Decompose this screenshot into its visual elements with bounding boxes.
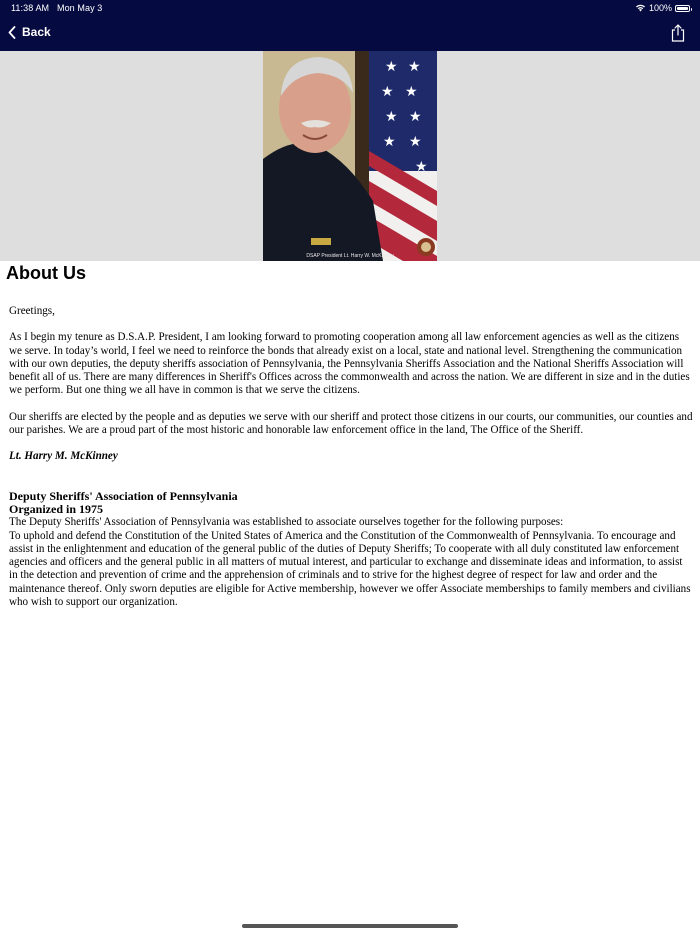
svg-text:★: ★ (415, 158, 428, 174)
home-indicator[interactable] (242, 924, 458, 928)
page-title: About Us (6, 263, 86, 283)
svg-text:★: ★ (381, 83, 394, 99)
svg-text:★: ★ (409, 108, 422, 124)
header-image-banner (0, 51, 700, 261)
organization-intro: The Deputy Sheriffs' Association of Pennsylvania was established to associate ourselves together for the following purposes: (9, 516, 564, 529)
about-content (9, 305, 693, 609)
sheriffs-paragraph: Our sheriffs are elected by the people and as deputies we serve with our sheriff and protect those citizens in our courts, our communities, our counties and our parishes. We are a proud part of the most historic and honorable law enforcement office in the land, The Office of the Sheriff. (9, 410, 693, 437)
svg-text:★: ★ (383, 133, 396, 149)
share-icon[interactable] (670, 24, 686, 42)
organization-name: Deputy Sheriffs' Association of Pennsylvania (9, 488, 238, 503)
status-time (11, 3, 102, 13)
svg-text:★: ★ (405, 83, 418, 99)
battery-percent: 100% (648, 3, 672, 13)
back-button[interactable] (8, 25, 51, 39)
navigation-bar (0, 0, 700, 51)
status-clock: 11:38 AM (11, 3, 50, 13)
status-indicators (635, 3, 690, 13)
back-label: Back (22, 25, 51, 39)
battery-icon (675, 5, 690, 12)
wifi-icon (635, 4, 646, 12)
signature: Lt. Harry M. McKinney (9, 450, 118, 463)
status-date: Mon May 3 (56, 3, 103, 13)
svg-text:★: ★ (408, 58, 421, 74)
svg-text:★: ★ (385, 108, 398, 124)
portrait-illustration (263, 51, 437, 261)
svg-text:★: ★ (409, 133, 422, 149)
greeting-text: Greetings, (9, 305, 55, 317)
intro-paragraph: As I begin my tenure as D.S.A.P. President, I am looking forward to promoting cooperation among all law enforcement agencies as well as the citizens we serve. In today’s world, I feel we need to reinforce the bonds that already exist on a local, state and national level. Strengthening the communication with our own deputies, the deputy sheriffs association of Pennsylvania, the Pennsylvania Sheriffs Association and the National Sheriffs Association will benefit all of us. There are many differences in Sheriff's Offices across the commonwealth and across the nation. We are different in size and in the duties we perform. But one thing we all have in common is that we serve the citizens. (9, 331, 690, 397)
president-photo (263, 51, 437, 261)
organization-founded: Organized in 1975 (9, 501, 104, 516)
svg-text:★: ★ (385, 58, 398, 74)
photo-caption: DSAP President Lt. Harry W. McKinney (306, 253, 394, 259)
organization-purposes: To uphold and defend the Constitution of the United States of America and the Constitution of the Commonwealth of Pennsylvania. To encourage and assist in the enlightenment and education of the general public of the duties of Deputy Sheriffs; To cooperate with all duly constituted law enforcement agencies and officers and the general public in all matters of mutual interest, and particular to exchange and disseminate ideas and information, to assist in the detection and prevention of crime and the apprehension of criminals and to strive for the highest degree of respect for law and order and the maintenance thereof. Only sworn deputies are eligible for Active membership, however we offer Associate memberships to family members and civilians who wish to support our organization. (9, 529, 691, 609)
chevron-left-icon (8, 26, 16, 39)
